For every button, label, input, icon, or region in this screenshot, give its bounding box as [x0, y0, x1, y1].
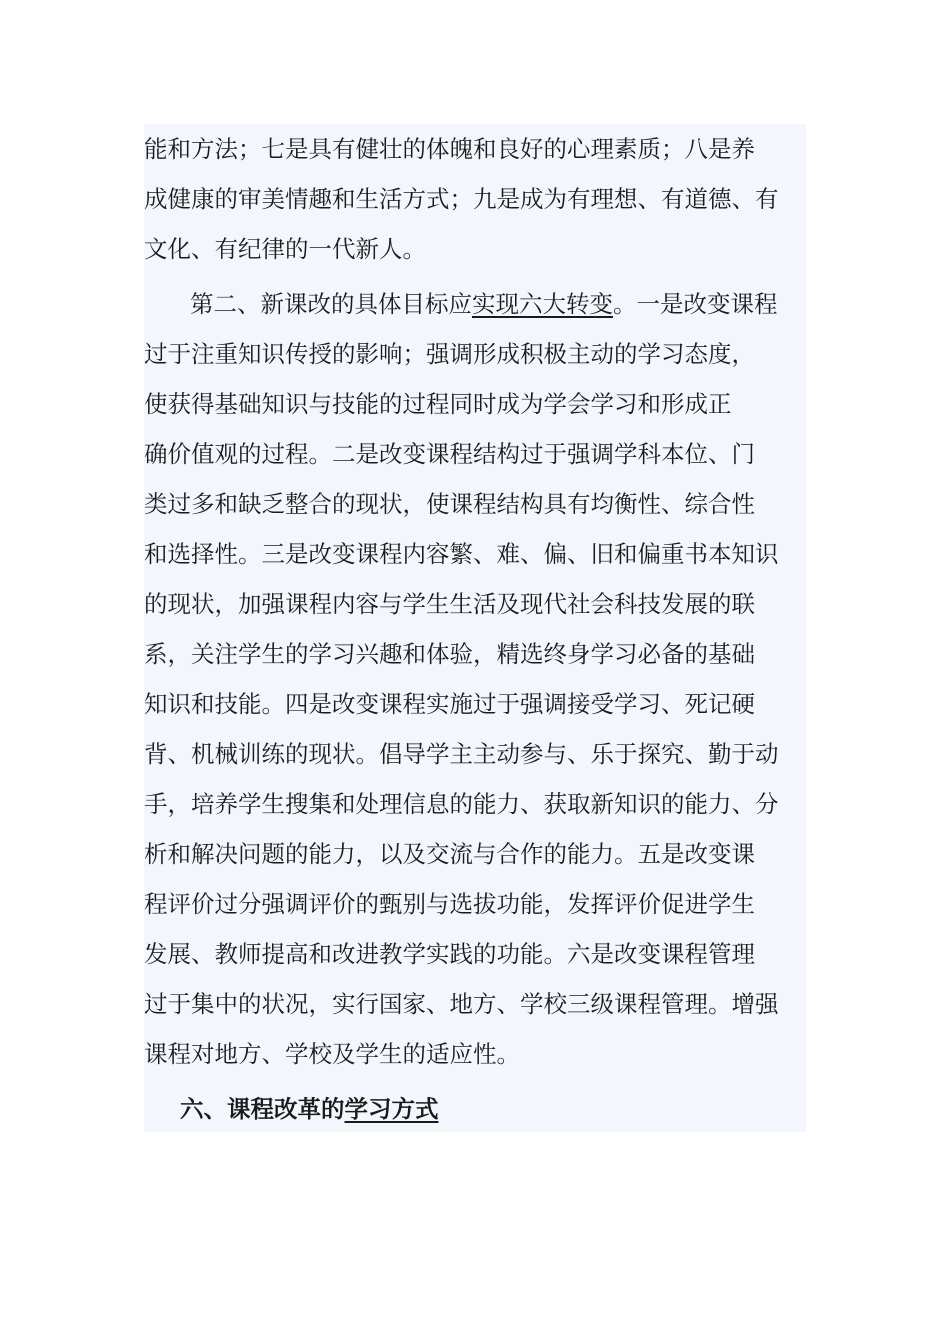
paragraph-line: 程评价过分强调评价的甄别与选拔功能，发挥评价促进学生 [144, 890, 755, 918]
heading-text: 六、课程改革的 [180, 1095, 345, 1123]
paragraph-line: 确价值观的过程。二是改变课程结构过于强调学科本位、门 [144, 440, 755, 468]
paragraph-line: 文化、有纪律的一代新人。 [144, 235, 426, 263]
paragraph-line: 知识和技能。四是改变课程实施过于强调接受学习、死记硬 [144, 690, 755, 718]
paragraph-line: 析和解决问题的能力，以及交流与合作的能力。五是改变课 [144, 840, 755, 868]
paragraph-line: 背、机械训练的现状。倡导学主主动参与、乐于探究、勤于动 [144, 740, 779, 768]
paragraph-line: 的现状，加强课程内容与学生生活及现代社会科技发展的联 [144, 590, 755, 618]
paragraph-text: 第二、新课改的具体目标应 [190, 290, 472, 318]
paragraph-first-line [144, 279, 806, 329]
section-heading [144, 1084, 806, 1134]
paragraph-line: 手，培养学生搜集和处理信息的能力、获取新知识的能力、分 [144, 790, 779, 818]
paragraph-line: 成健康的审美情趣和生活方式；九是成为有理想、有道德、有 [144, 185, 779, 213]
paragraph-line: 过于集中的状况，实行国家、地方、学校三级课程管理。增强 [144, 990, 779, 1018]
paragraph-line: 课程对地方、学校及学生的适应性。 [144, 1040, 520, 1068]
paragraph-text: 。一是改变课程 [613, 290, 778, 318]
paragraph-line: 系，关注学生的学习兴趣和体验，精选终身学习必备的基础 [144, 640, 755, 668]
paragraph-line: 和选择性。三是改变课程内容繁、难、偏、旧和偏重书本知识 [144, 540, 779, 568]
underlined-phrase: 实现六大转变 [472, 290, 613, 318]
paragraph-line: 过于注重知识传授的影响；强调形成积极主动的学习态度， [144, 340, 755, 368]
paragraph-line: 能和方法；七是具有健壮的体魄和良好的心理素质；八是养 [144, 135, 755, 163]
heading-underlined: 学习方式 [344, 1095, 439, 1123]
paragraph-line: 使获得基础知识与技能的过程同时成为学会学习和形成正 [144, 390, 732, 418]
text-block [144, 124, 806, 1132]
paragraph-line: 发展、教师提高和改进教学实践的功能。六是改变课程管理 [144, 940, 755, 968]
paragraph-line: 类过多和缺乏整合的现状，使课程结构具有均衡性、综合性 [144, 490, 755, 518]
